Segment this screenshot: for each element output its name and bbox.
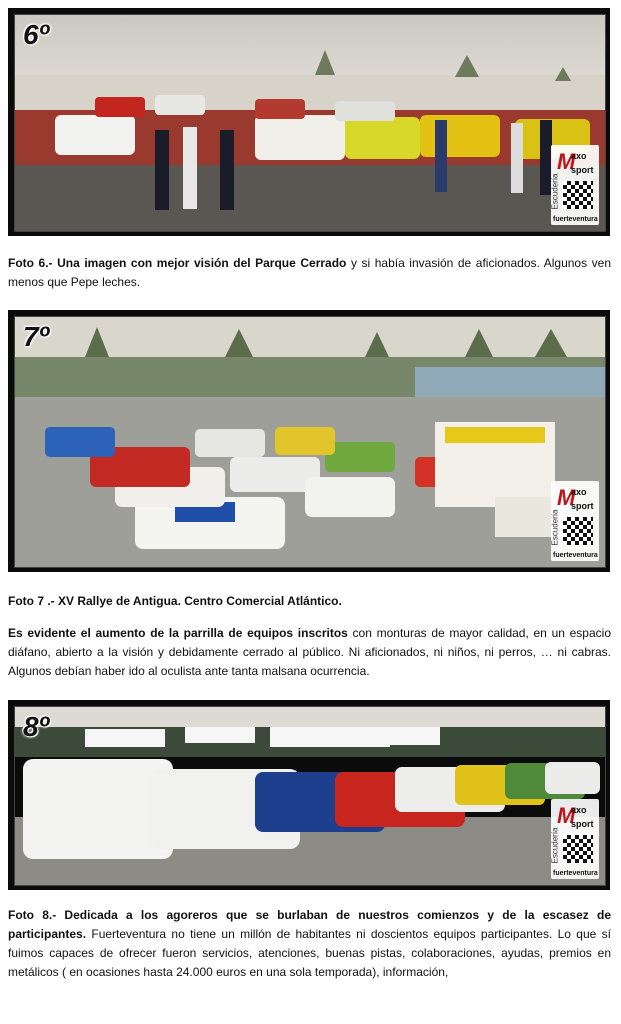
caption-photo-6: Foto 6.- Una imagen con mejor visión del Parque Cerrado y si había invasión de aficionados. Algunos ven menos que Pepe leches. <box>8 256 611 289</box>
participantes-photo <box>15 707 605 885</box>
checkered-flag-icon <box>563 835 593 863</box>
paragraph-photo-7: Es evidente el aumento de la parrilla de equipos inscritos con monturas de mayor calidad, en un espacio diáfano, abierto a la visión y debidamente cerrado al público. Ni aficionados, ni niños, ni perros, … ni cabras. Algunos debían haber ido al oculista ante tanta malsana ocurrencia. <box>8 626 611 678</box>
photo-number: 7º <box>23 321 49 352</box>
photo-6 <box>8 8 610 236</box>
photo-7 <box>8 310 610 572</box>
caption-photo-8: Foto 8.- Dedicada a los agoreros que se burlaban de nuestros comienzos y de la escasez de participantes. Fuerteventura no tiene un millón de habitantes ni doscientos equipos participantes. Lo que sí fuimos capaces de ofrecer fueron servicios, atenciones, buenas pistas, colaboraciones, ayudas, premios en metálicos ( en ocasiones hasta 24.000 euros en una sola temporada), información, <box>8 908 611 979</box>
caption-photo-7: Foto 7 .- XV Rallye de Antigua. Centro Comercial Atlántico. <box>8 594 342 608</box>
maxo-sport-logo: M axo sport Escudería fuerteventura <box>551 799 599 879</box>
checkered-flag-icon <box>563 181 593 209</box>
maxo-sport-logo: M axo sport Escudería fuerteventura <box>551 481 599 561</box>
checkered-flag-icon <box>563 517 593 545</box>
maxo-sport-logo: M axo sport Escudería fuerteventura <box>551 145 599 225</box>
photo-8 <box>8 700 610 890</box>
rallye-antigua-photo <box>15 317 605 567</box>
parque-cerrado-photo <box>15 15 605 231</box>
photo-number: 8º <box>23 711 49 742</box>
photo-number: 6º <box>23 19 49 50</box>
